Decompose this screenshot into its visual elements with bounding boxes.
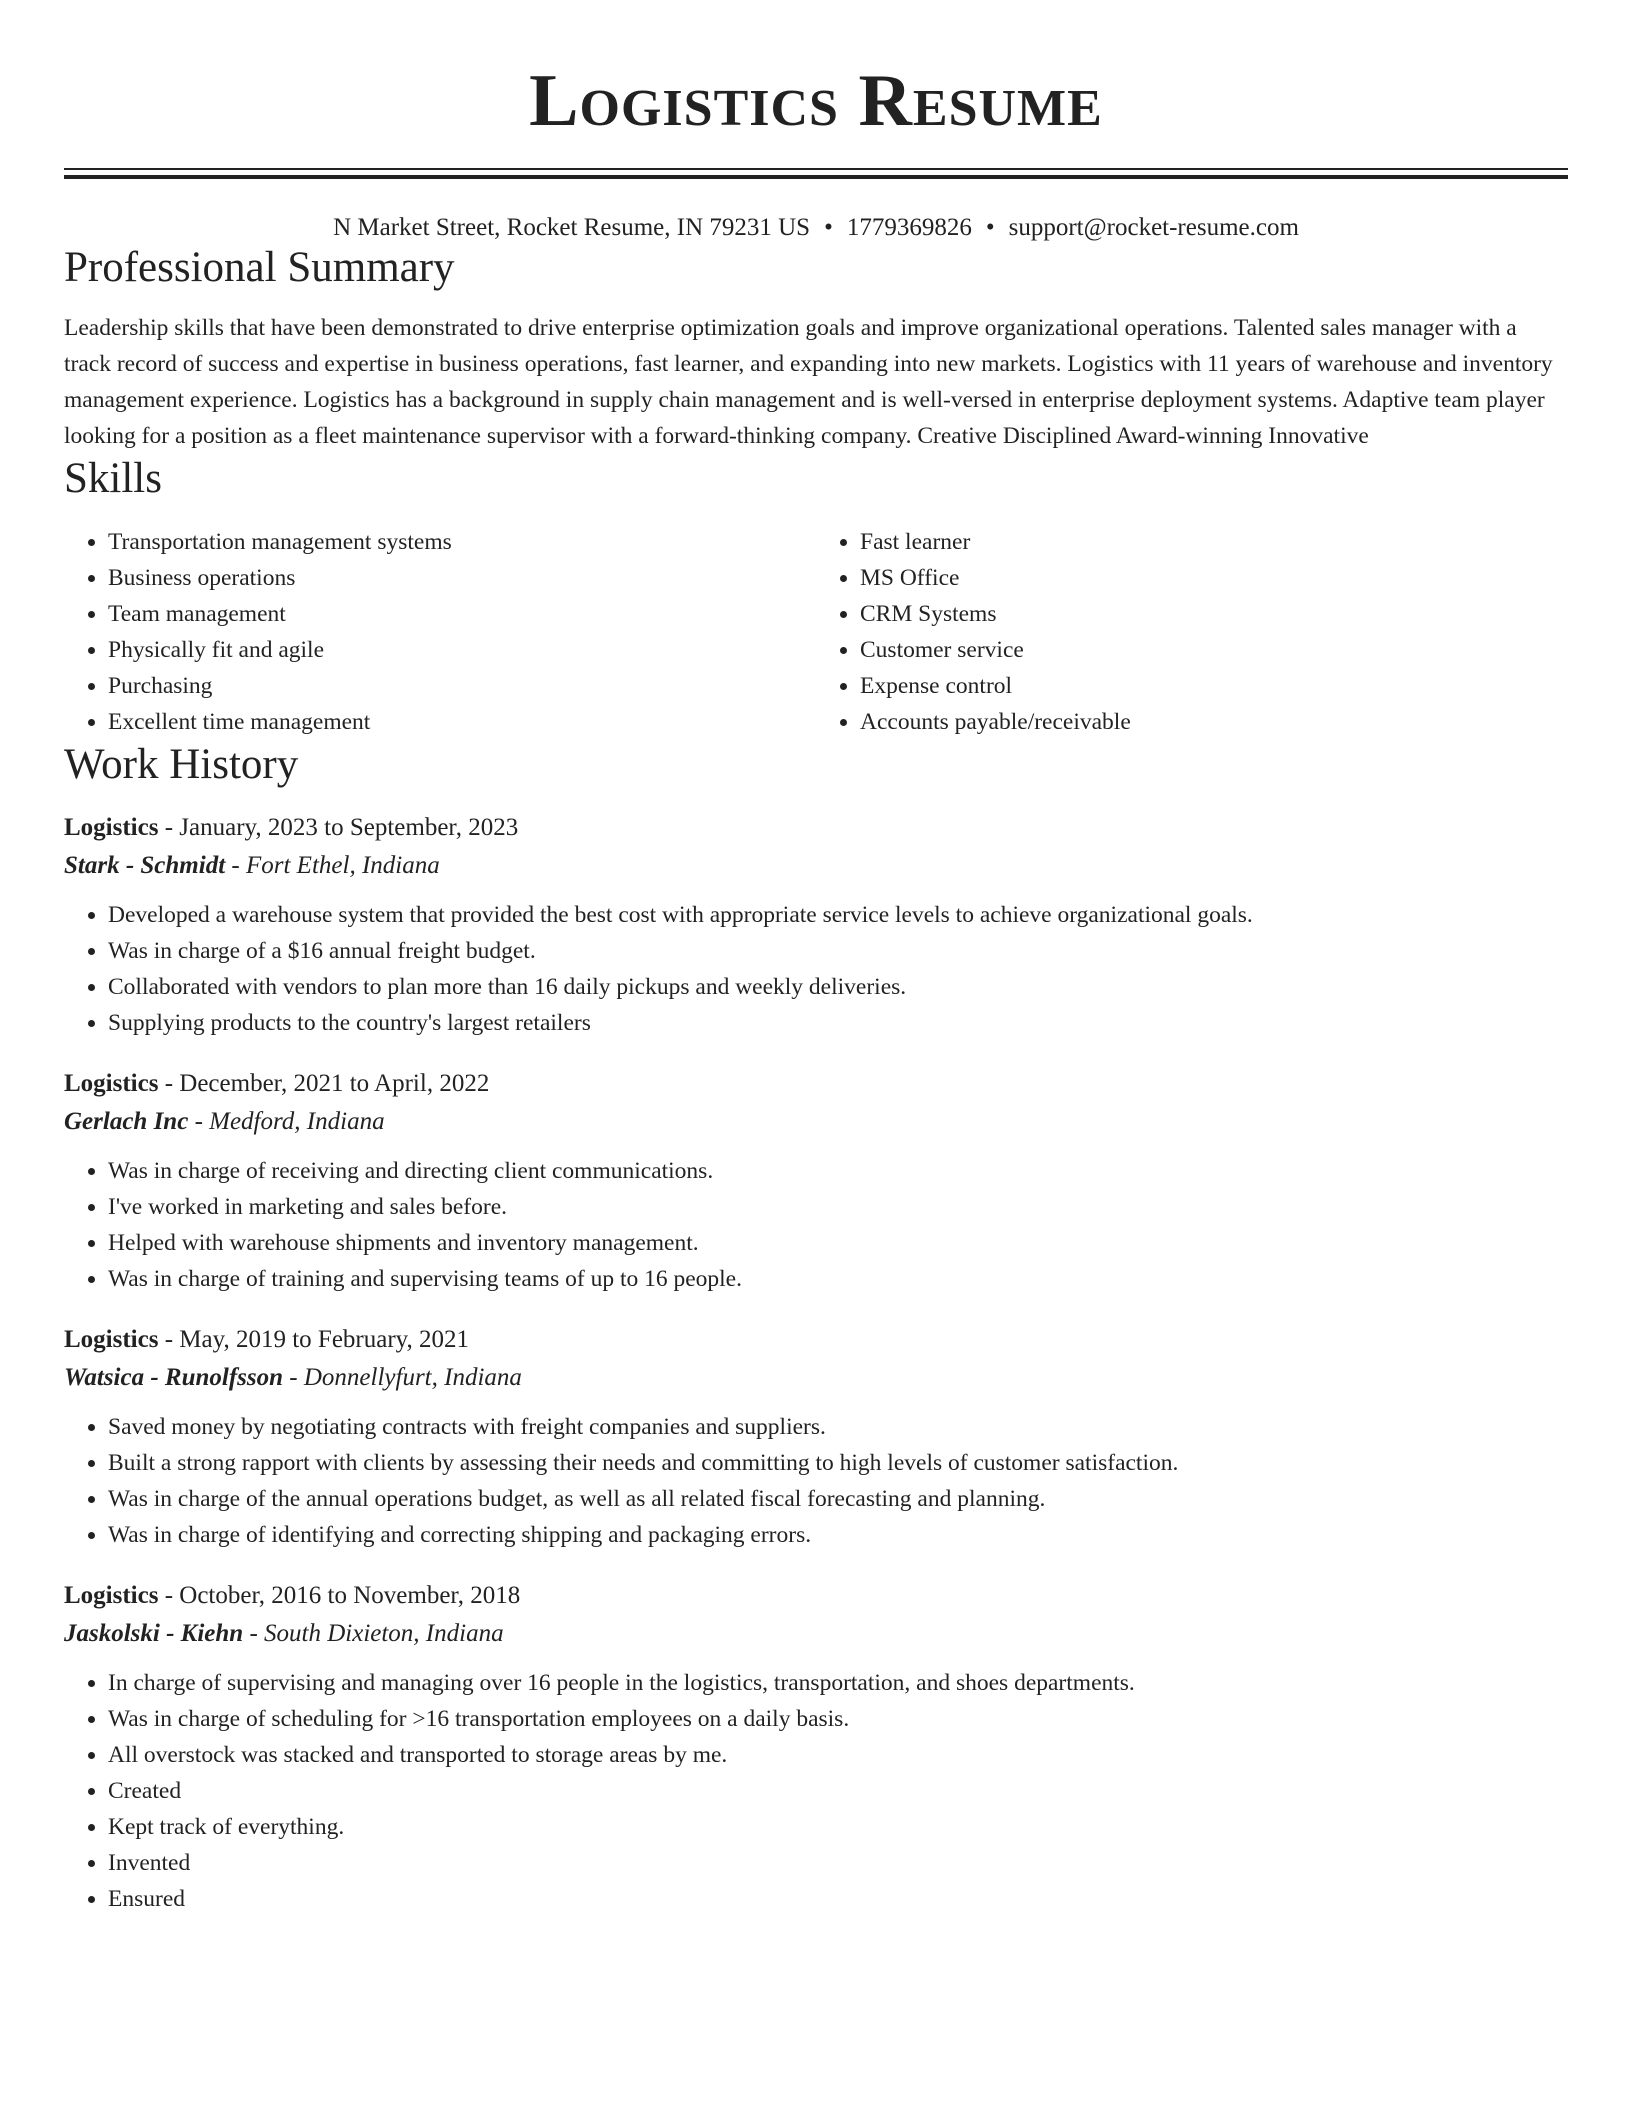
job-bullet: • Helped with warehouse shipments and inventory management. [108,1225,1568,1261]
job-bullet: • Invented [108,1845,1568,1881]
job-title-line [64,1065,1568,1103]
job-bullets [64,897,1568,1041]
job-company: Watsica - Runolfsson [64,1364,284,1392]
job-bullets [64,1409,1568,1553]
skill-item: • Team management [108,596,816,632]
skill-item: • Fast learner [860,524,1568,560]
job-bullet: • Saved money by negotiating contracts with freight companies and suppliers. [108,1409,1568,1445]
job-dates: May, 2019 to February, 2021 [179,1326,470,1354]
job-dash: - [164,1070,174,1098]
job-bullet: • In charge of supervising and managing over 16 people in the logistics, transportation, and shoes departments. [108,1665,1568,1701]
job-bullet: • Was in charge of training and supervising teams of up to 16 people. [108,1261,1568,1297]
divider-thick-line [64,175,1568,179]
job-entry [64,1321,1568,1553]
job-dash: - [249,1620,258,1648]
skill-item: • Accounts payable/receivable [860,704,1568,740]
job-bullet: • Developed a warehouse system that provided the best cost with appropriate service levels to achieve organizational goals. [108,897,1568,933]
skills-list-right [816,524,1568,740]
job-bullet: • Collaborated with vendors to plan more than 16 daily pickups and weekly deliveries. [108,969,1568,1005]
job-employer-line [64,1103,1568,1141]
job-bullet: • Built a strong rapport with clients by assessing their needs and committing to high levels of customer satisfaction. [108,1445,1568,1481]
job-dates: December, 2021 to April, 2022 [179,1070,490,1098]
skills-list-left [64,524,816,740]
job-employer-line [64,1359,1568,1397]
resume-title: Logistics Resume [529,60,1103,142]
job-title-line [64,809,1568,847]
job-bullet: • Was in charge of identifying and correcting shipping and packaging errors. [108,1517,1568,1553]
skill-item: • Physically fit and agile [108,632,816,668]
skill-item: • Customer service [860,632,1568,668]
job-location: Fort Ethel, Indiana [245,852,440,880]
divider-thin-line [64,168,1568,170]
skill-item: • Excellent time management [108,704,816,740]
skills-column-right [816,524,1568,740]
contact-address: N Market Street, Rocket Resume, IN 79231 US [333,214,811,241]
work-history-list [64,809,1568,1917]
contact-email: support@rocket-resume.com [1008,214,1299,241]
job-bullet: • Was in charge of the annual operations budget, as well as all related fiscal forecasting and planning. [108,1481,1568,1517]
skills-grid [64,524,1568,740]
job-bullet: • Was in charge of a $16 annual freight budget. [108,933,1568,969]
job-company: Jaskolski - Kiehn [64,1620,244,1648]
job-bullets [64,1153,1568,1297]
job-bullets [64,1665,1568,1917]
contact-line [64,213,1568,243]
job-company: Stark - Schmidt [64,852,226,880]
contact-separator: • [824,214,833,241]
job-dates: October, 2016 to November, 2018 [179,1582,521,1610]
skill-item: • Purchasing [108,668,816,704]
job-title-line [64,1321,1568,1359]
skill-item: • MS Office [860,560,1568,596]
summary-text: Leadership skills that have been demonstrated to drive enterprise optimization goals and improve organizational operations. Talented sales manager with a track record of success and expertise in business operations, fast learner, and expanding into new markets. Logistics with 11 years of warehouse and inventory management experience. Logistics has a background in supply chain management and is well-versed in enterprise deployment systems. Adaptive team player looking for a position as a fleet maintenance supervisor with a forward-thinking company. Creative Disciplined Award-winning Innovative [64,315,1553,450]
job-role: Logistics [64,1582,159,1610]
job-entry [64,809,1568,1041]
job-dash: - [194,1108,203,1136]
job-bullet: • Was in charge of scheduling for >16 transportation employees on a daily basis. [108,1701,1568,1737]
skill-item: • CRM Systems [860,596,1568,632]
job-dates: January, 2023 to September, 2023 [179,814,519,842]
job-bullet: • Created [108,1773,1568,1809]
job-employer-line [64,847,1568,885]
job-bullet: • Ensured [108,1881,1568,1917]
job-dash: - [164,1326,174,1354]
job-company: Gerlach Inc [64,1108,189,1136]
title-divider [64,168,1568,179]
skills-column-left [64,524,816,740]
job-location: South Dixieton, Indiana [264,1620,504,1648]
skill-item: • Transportation management systems [108,524,816,560]
job-bullet: • I've worked in marketing and sales before. [108,1189,1568,1225]
job-bullet: • All overstock was stacked and transported to storage areas by me. [108,1737,1568,1773]
job-dash: - [231,852,240,880]
contact-phone: 1779369826 [846,214,972,241]
summary-heading: Professional Summary [64,244,455,291]
skill-item: • Expense control [860,668,1568,704]
job-dash: - [164,1582,174,1610]
job-entry [64,1065,1568,1297]
job-entry [64,1577,1568,1917]
work-history-heading: Work History [64,740,299,788]
job-employer-line [64,1615,1568,1653]
skill-item: • Business operations [108,560,816,596]
job-location: Medford, Indiana [209,1108,385,1136]
job-location: Donnellyfurt, Indiana [303,1364,522,1392]
skills-heading: Skills [64,455,162,503]
job-role: Logistics [64,1070,159,1098]
job-role: Logistics [64,814,159,842]
contact-separator: • [985,214,995,241]
job-bullet: • Kept track of everything. [108,1809,1568,1845]
job-bullet: • Was in charge of receiving and directing client communications. [108,1153,1568,1189]
job-role: Logistics [64,1326,159,1354]
job-dash: - [289,1364,298,1392]
job-dash: - [164,814,174,842]
job-bullet: • Supplying products to the country's largest retailers [108,1005,1568,1041]
job-title-line [64,1577,1568,1615]
